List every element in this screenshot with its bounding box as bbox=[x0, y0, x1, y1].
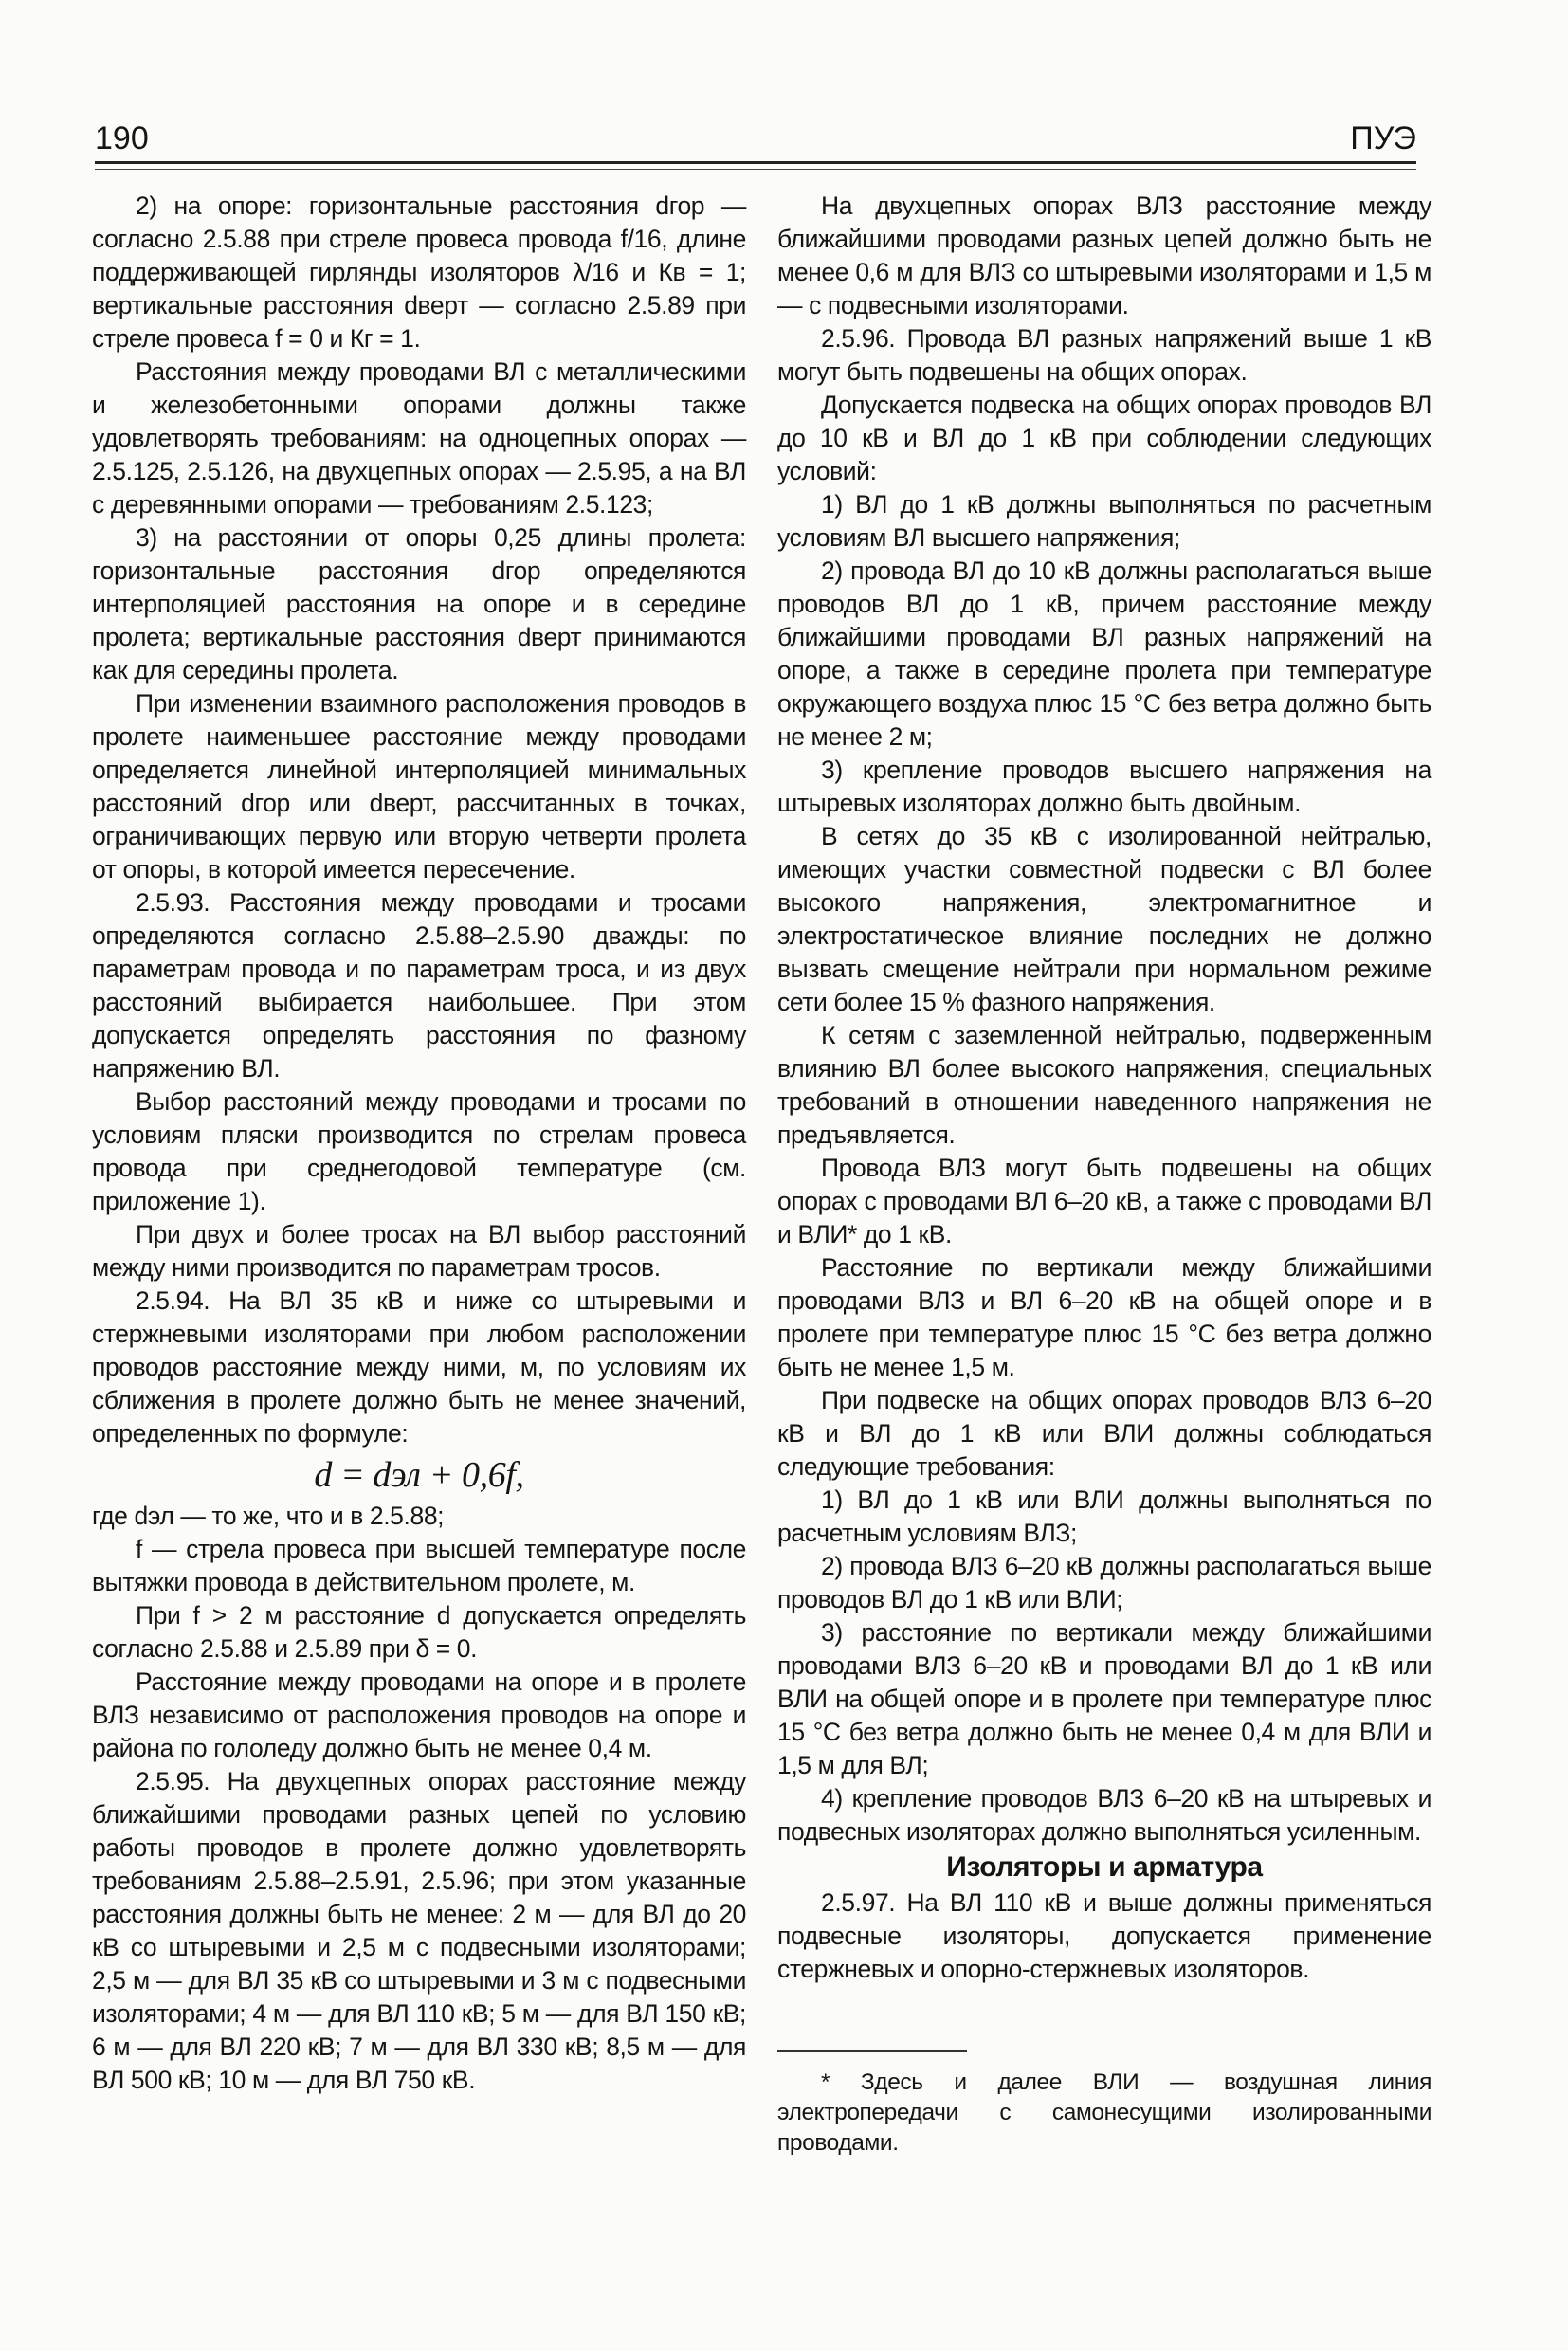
paragraph: Допускается подвеска на общих опорах проводов ВЛ до 10 кВ и ВЛ до 1 кВ при соблюдении следующих условий: bbox=[777, 391, 1431, 485]
paragraph: 2) на опоре: горизонтальные расстояния dгор — согласно 2.5.88 при стреле провеса провода f/16, длине поддерживающей гирлянды изоляторов λ/16 и Кв = 1; вертикальные расстояния dверт — согласно 2.5.89 при стреле провеса f = 0 и Кг = 1. bbox=[92, 191, 746, 353]
paragraph: При изменении взаимного расположения проводов в пролете наименьшее расстояние между проводами определяется линейной интерполяцией минимальных расстояний dгор или dверт, рассчитанных в точках, ограничивающих первую или вторую четверти пролета от опоры, в которой имеется пересечение. bbox=[92, 689, 746, 884]
left-column bbox=[92, 190, 746, 2097]
paragraph: При двух и более тросах на ВЛ выбор расстояний между ними производится по параметрам тросов. bbox=[92, 1220, 746, 1282]
section-title: Изоляторы и арматура bbox=[946, 1851, 1263, 1883]
page-header bbox=[95, 119, 1416, 157]
paragraph: В сетях до 35 кВ с изолированной нейтралью, имеющих участки совместной подвески с ВЛ более высокого напряжения, электромагнитное и электростатическое влияние последних не должно вызвать смещение нейтрали при нормальном режиме сети более 15 % фазного напряжения. bbox=[777, 822, 1431, 1016]
paragraph: При f > 2 м расстояние d допускается определять согласно 2.5.88 и 2.5.89 при δ = 0. bbox=[92, 1601, 746, 1663]
page-number: 190 bbox=[95, 120, 149, 156]
footnote: * Здесь и далее ВЛИ — воздушная линия электропередачи с самонесущими изолированными проводами. bbox=[777, 2069, 1431, 2156]
paragraph: Расстояния между проводами ВЛ с металлическими и железобетонными опорами должны также удовлетворять требованиям: на одноцепных опорах — 2.5.125, 2.5.126, на двухцепных опорах — 2.5.95, а на ВЛ с деревянными опорами — требованиям 2.5.123; bbox=[92, 357, 746, 519]
list-item: 2) провода ВЛ до 10 кВ должны располагаться выше проводов ВЛ до 1 кВ, причем расстояние между ближайшими проводами ВЛ разных напряжений на опоре, а также в середине пролета при температуре окружающего воздуха плюс 15 °С без ветра должно быть не менее 2 м; bbox=[777, 556, 1431, 751]
paragraph: К сетям с заземленной нейтралью, подверженным влиянию ВЛ более высокого напряжения, специальных требований в отношении наведенного напряжения не предъявляется. bbox=[777, 1021, 1431, 1149]
clause-2-5-93: 2.5.93. Расстояния между проводами и тросами определяются согласно 2.5.88–2.5.90 дважды: по параметрам провода и по параметрам троса, и из двух расстояний выбирается наибольшее. При этом допускается определять расстояния по фазному напряжению ВЛ. bbox=[92, 888, 746, 1083]
paragraph: Расстояние между проводами на опоре и в пролете ВЛЗ независимо от расположения проводов на опоре и района по гололеду должно быть не менее 0,4 м. bbox=[92, 1668, 746, 1762]
clause-2-5-94: 2.5.94. На ВЛ 35 кВ и ниже со штыревыми и стержневыми изоляторами при любом расположении проводов расстояние между ними, м, по условиям их сближения в пролете должно быть не менее значений, определенных по формуле: bbox=[92, 1286, 746, 1448]
header-rule bbox=[95, 161, 1416, 164]
paragraph: 3) на расстоянии от опоры 0,25 длины пролета: горизонтальные расстояния dгор определяются интерполяцией расстояния на опоре и в середине пролета; вертикальные расстояния dверт принимаются как для середины пролета. bbox=[92, 523, 746, 684]
list-item: 2) провода ВЛЗ 6–20 кВ должны располагаться выше проводов ВЛ до 1 кВ или ВЛИ; bbox=[777, 1552, 1431, 1613]
paragraph: При подвеске на общих опорах проводов ВЛЗ 6–20 кВ и ВЛ до 1 кВ или ВЛИ должны соблюдаться следующие требования: bbox=[777, 1386, 1431, 1481]
clause-2-5-97: 2.5.97. На ВЛ 110 кВ и выше должны применяться подвесные изоляторы, допускается применение стержневых и опорно-стержневых изоляторов. bbox=[777, 1888, 1431, 1983]
list-item: 3) расстояние по вертикали между ближайшими проводами ВЛЗ 6–20 кВ и проводами ВЛ до 1 кВ или ВЛИ на общей опоре и в пролете при температуре плюс 15 °С без ветра должно быть не менее 0,4 м для ВЛИ и 1,5 м для ВЛ; bbox=[777, 1618, 1431, 1779]
formula-legend: где dэл — то же, что и в 2.5.88; bbox=[92, 1502, 445, 1530]
formula-legend: f — стрела провеса при высшей температуре после вытяжки провода в действительном пролете, м. bbox=[92, 1535, 746, 1596]
list-item: 1) ВЛ до 1 кВ или ВЛИ должны выполняться по расчетным условиям ВЛЗ; bbox=[777, 1485, 1431, 1547]
paragraph: Провода ВЛЗ могут быть подвешены на общих опорах с проводами ВЛ 6–20 кВ, а также с проводами ВЛ и ВЛИ* до 1 кВ. bbox=[777, 1154, 1431, 1248]
list-item: 4) крепление проводов ВЛЗ 6–20 кВ на штыревых и подвесных изоляторах должно выполняться усиленным. bbox=[777, 1784, 1431, 1846]
clause-2-5-96: 2.5.96. Провода ВЛ разных напряжений выше 1 кВ могут быть подвешены на общих опорах. bbox=[777, 324, 1431, 386]
right-column bbox=[777, 190, 1431, 2159]
paragraph: Выбор расстояний между проводами и тросами по условиям пляски производится по стрелам провеса провода при среднегодовой температуре (см. приложение 1). bbox=[92, 1087, 746, 1215]
running-title: ПУЭ bbox=[1350, 120, 1416, 156]
clause-2-5-95: 2.5.95. На двухцепных опорах расстояние между ближайшими проводами разных цепей по условию работы проводов в пролете должно удовлетворять требованиям 2.5.88–2.5.91, 2.5.96; при этом указанные расстояния должны быть не менее: 2 м — для ВЛ до 20 кВ со штыревыми и 2,5 м с подвесными изоляторами; 2,5 м — для ВЛ 35 кВ со штыревыми и 3 м с подвесными изоляторами; 4 м — для ВЛ 110 кВ; 5 м — для ВЛ 150 кВ; 6 м — для ВЛ 220 кВ; 7 м — для ВЛ 330 кВ; 8,5 м — для ВЛ 500 кВ; 10 м — для ВЛ 750 кВ. bbox=[92, 1767, 746, 2094]
paragraph: Расстояние по вертикали между ближайшими проводами ВЛЗ и ВЛ 6–20 кВ на общей опоре и в пролете при температуре плюс 15 °С без ветра должно быть не менее 1,5 м. bbox=[777, 1253, 1431, 1381]
paragraph: На двухцепных опорах ВЛЗ расстояние между ближайшими проводами разных цепей должно быть не менее 0,6 м для ВЛЗ со штыревыми изоляторами и 1,5 м — с подвесными изоляторами. bbox=[777, 191, 1431, 319]
list-item: 1) ВЛ до 1 кВ должны выполняться по расчетным условиям ВЛ высшего напряжения; bbox=[777, 490, 1431, 552]
list-item: 3) крепление проводов высшего напряжения на штыревых изоляторах должно быть двойным. bbox=[777, 756, 1431, 817]
formula: d = dэл + 0,6f, bbox=[314, 1455, 524, 1495]
header-rule-thin bbox=[95, 169, 1416, 170]
footnote-rule bbox=[777, 2050, 967, 2052]
